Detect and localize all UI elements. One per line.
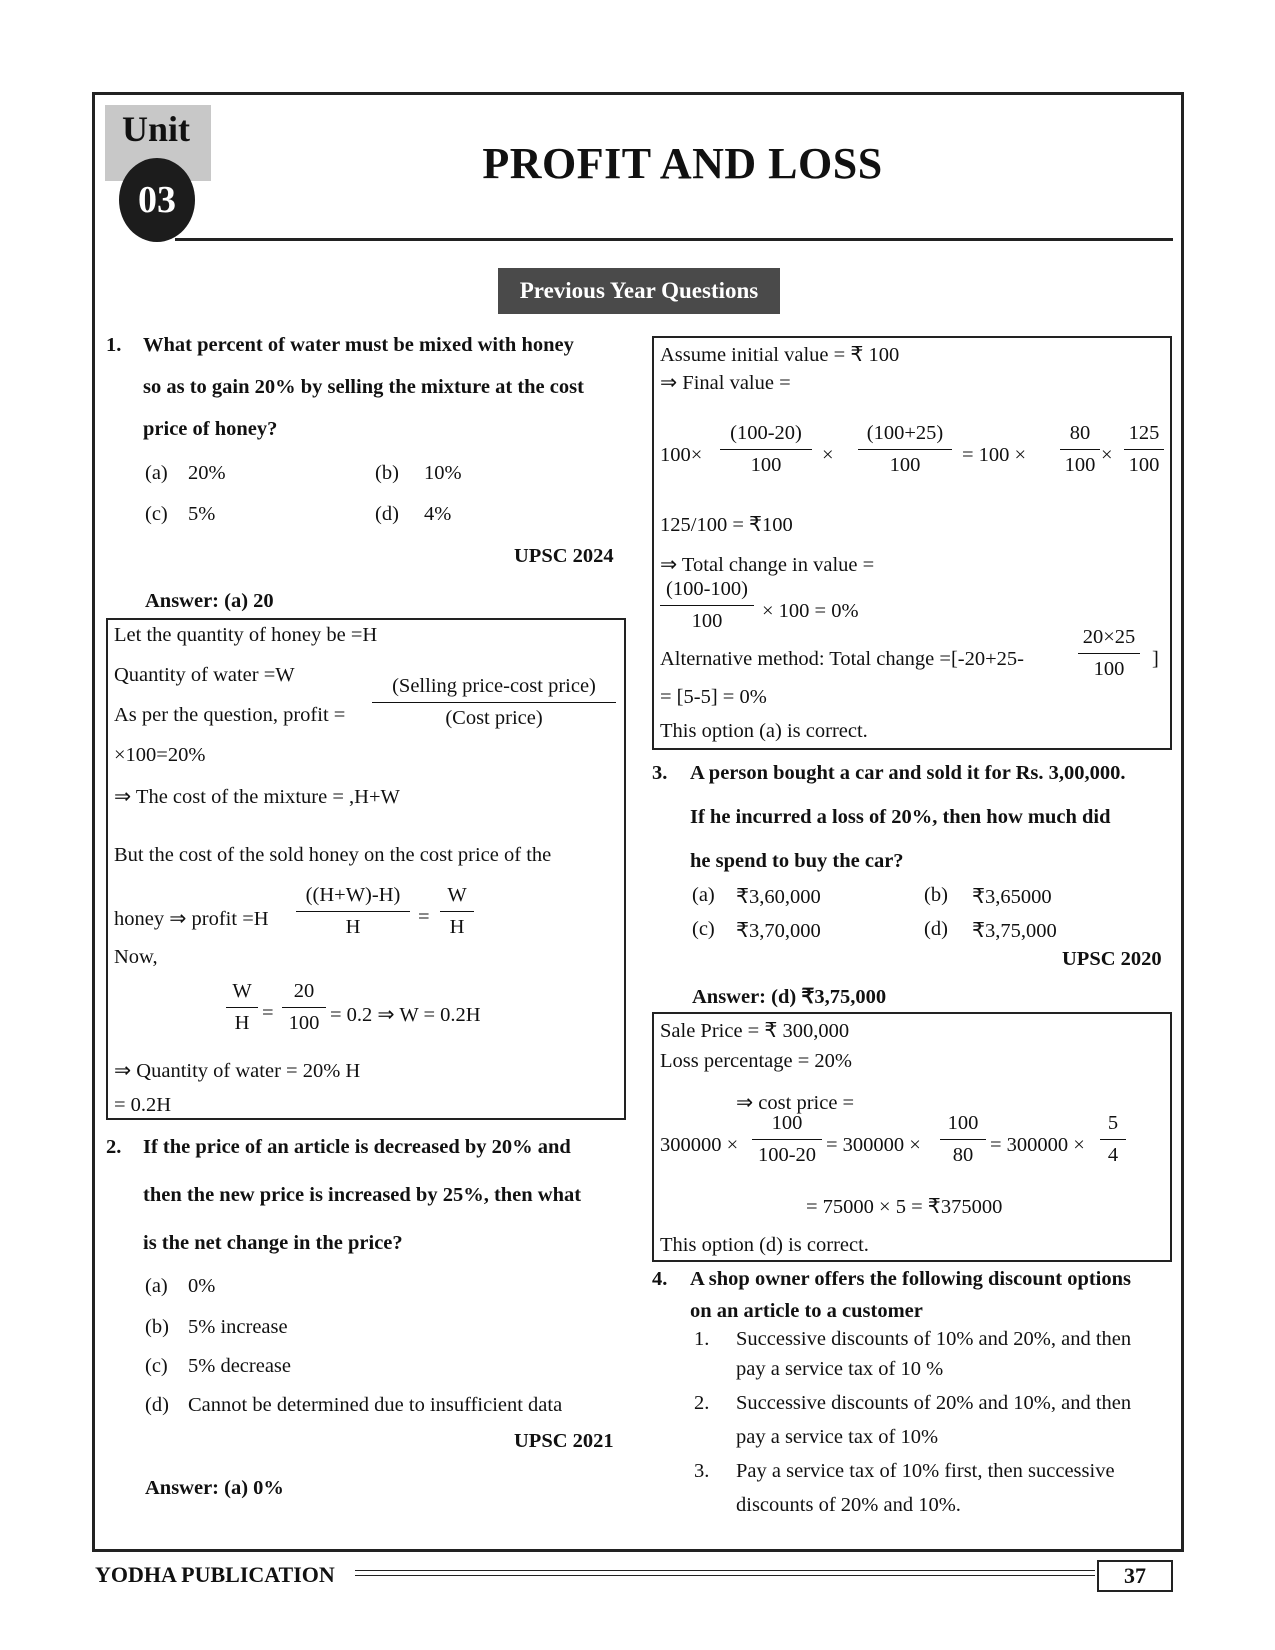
- q3-sol-line-5: This option (d) is correct.: [660, 1234, 869, 1256]
- q1-fraction-20-100-numerator: 20: [282, 980, 326, 1008]
- q1-fraction-20-100-denominator: 100: [288, 1012, 320, 1034]
- q2-fraction-increase: [858, 422, 952, 477]
- q2-option-d: Cannot be determined due to insufficient data: [188, 1394, 563, 1416]
- q3-option-b-key: (b): [924, 884, 948, 906]
- q1-profit-numerator: (Selling price-cost price): [372, 675, 616, 703]
- q2-times-2: ×: [1101, 444, 1113, 466]
- q1-sol-line-1: Let the quantity of honey be =H: [114, 624, 378, 646]
- q1-fraction-w-over-h-denominator: H: [234, 1012, 250, 1034]
- chapter-title: PROFIT AND LOSS: [482, 139, 883, 188]
- q2-option-b: 5% increase: [188, 1316, 288, 1338]
- q2-sol-line-6: Alternative method: Total change =[-20+25-: [660, 648, 1025, 670]
- q2-fraction-total: [660, 578, 754, 633]
- q2-fraction-80: [1060, 422, 1100, 477]
- q1-option-a: 20%: [188, 462, 226, 484]
- q2-line-2: then the new price is increased by 25%, then what: [143, 1184, 582, 1206]
- q1-fraction-hw-denominator: H: [345, 916, 361, 938]
- q2-option-b-key: (b): [145, 1316, 169, 1338]
- q3-source: UPSC 2020: [1062, 948, 1162, 970]
- q2-number: 2.: [106, 1136, 122, 1158]
- q3-option-c-key: (c): [692, 918, 715, 940]
- q3-line-2: If he incurred a loss of 20%, then how much did: [690, 806, 1111, 828]
- q2-fraction-alt-denominator: 100: [1093, 658, 1125, 680]
- title-divider: [175, 238, 1173, 241]
- q1-fraction-w-h: [440, 884, 474, 939]
- q1-option-d: 4%: [424, 503, 452, 525]
- q3-line-3: he spend to buy the car?: [690, 850, 904, 872]
- q3-line-1: A person bought a car and sold it for Rs. 3,00,000.: [690, 762, 1126, 784]
- q2-option-c: 5% decrease: [188, 1355, 292, 1377]
- q1-option-b-key: (b): [375, 462, 399, 484]
- q2-sol-line-2: ⇒ Final value =: [660, 372, 791, 394]
- q1-fraction-hw-numerator: ((H+W)-H): [296, 884, 410, 912]
- q3-option-c: ₹3,70,000: [736, 920, 821, 942]
- q1-sol-line-6: But the cost of the sold honey on the cost price of the: [114, 844, 552, 866]
- q3-sol-line-2: Loss percentage = 20%: [660, 1050, 853, 1072]
- q3-fraction-2-denominator: 80: [952, 1144, 974, 1166]
- q4-line-2: on an article to a customer: [690, 1300, 923, 1322]
- q4-item-3-line-2: discounts of 20% and 10%.: [736, 1494, 961, 1516]
- q3-fraction-3-numerator: 5: [1100, 1112, 1126, 1140]
- q3-fraction-1-denominator: 100-20: [757, 1144, 817, 1166]
- q2-fraction-80-denominator: 100: [1064, 454, 1096, 476]
- section-badge: Previous Year Questions: [498, 268, 780, 314]
- q1-fraction-w-h-numerator: W: [440, 884, 474, 912]
- q1-fraction-w-h-denominator: H: [449, 916, 465, 938]
- q2-sol-line-5: × 100 = 0%: [762, 600, 859, 622]
- q3-term-c: = 300000 ×: [990, 1134, 1085, 1156]
- unit-number-badge: 03: [119, 158, 195, 242]
- q3-option-d: ₹3,75,000: [972, 920, 1057, 942]
- q1-fraction-w-over-h: [226, 980, 258, 1035]
- publisher-name: YODHA PUBLICATION: [95, 1562, 335, 1587]
- q2-line-1: If the price of an article is decreased by 20% and: [143, 1136, 571, 1158]
- q1-option-c: 5%: [188, 503, 216, 525]
- q2-fraction-alt-numerator: 20×25: [1078, 626, 1140, 654]
- q1-option-b: 10%: [424, 462, 462, 484]
- q4-item-2-number: 2.: [694, 1392, 710, 1414]
- q4-number: 4.: [652, 1268, 668, 1290]
- q4-item-2-line-2: pay a service tax of 10%: [736, 1426, 939, 1448]
- q1-option-d-key: (d): [375, 503, 399, 525]
- q3-fraction-1-numerator: 100: [752, 1112, 822, 1140]
- q2-sol-line-3: 125/100 = ₹100: [660, 514, 793, 536]
- q2-term-equals-100: = 100 ×: [962, 444, 1027, 466]
- q3-sol-line-1: Sale Price = ₹ 300,000: [660, 1020, 850, 1042]
- q1-fraction-20-100: [282, 980, 326, 1035]
- q2-option-c-key: (c): [145, 1355, 168, 1377]
- q1-equals-sign-2: =: [262, 1002, 274, 1024]
- q3-answer: Answer: (d) ₹3,75,000: [692, 986, 887, 1008]
- q2-term-100: 100×: [660, 444, 703, 466]
- q2-fraction-decrease: [720, 422, 812, 477]
- q3-fraction-2-numerator: 100: [940, 1112, 986, 1140]
- q3-fraction-1: [752, 1112, 822, 1167]
- q3-option-b: ₹3,65000: [972, 886, 1052, 908]
- q2-fraction-125-denominator: 100: [1128, 454, 1160, 476]
- q2-fraction-125-numerator: 125: [1124, 422, 1164, 450]
- q3-sol-line-3: ⇒ cost price =: [736, 1092, 855, 1114]
- q2-fraction-increase-denominator: 100: [889, 454, 921, 476]
- q1-answer: Answer: (a) 20: [145, 590, 274, 612]
- q4-item-2-line-1: Successive discounts of 20% and 10%, and then: [736, 1392, 1132, 1414]
- q2-source: UPSC 2021: [514, 1430, 614, 1452]
- q2-sol-line-7: = [5-5] = 0%: [660, 686, 767, 708]
- q1-sol-line-2: Quantity of water =W: [114, 664, 295, 686]
- q2-answer: Answer: (a) 0%: [145, 1477, 284, 1499]
- q1-sol-line-9: = 0.2 ⇒ W = 0.2H: [330, 1004, 481, 1026]
- q1-line-3: price of honey?: [143, 418, 278, 440]
- q2-fraction-decrease-numerator: (100-20): [720, 422, 812, 450]
- q3-fraction-3: [1100, 1112, 1126, 1167]
- q2-fraction-alt: [1078, 626, 1140, 681]
- q3-sol-line-4: = 75000 × 5 = ₹375000: [806, 1196, 1003, 1218]
- q4-item-1-line-2: pay a service tax of 10 %: [736, 1358, 944, 1380]
- q2-option-d-key: (d): [145, 1394, 169, 1416]
- q3-fraction-3-denominator: 4: [1107, 1144, 1119, 1166]
- q1-option-a-key: (a): [145, 462, 168, 484]
- q1-equals-sign: =: [418, 906, 430, 928]
- q2-fraction-125: [1124, 422, 1164, 477]
- q1-source: UPSC 2024: [514, 545, 614, 567]
- unit-label: Unit: [122, 109, 191, 149]
- q1-sol-line-5: ⇒ The cost of the mixture = ,H+W: [114, 786, 400, 808]
- q1-line-1: What percent of water must be mixed with honey: [143, 334, 574, 356]
- q2-sol-line-1: Assume initial value = ₹ 100: [660, 344, 900, 366]
- q1-sol-line-8: Now,: [114, 946, 158, 968]
- q2-bracket: ]: [1152, 648, 1159, 670]
- q2-line-3: is the net change in the price?: [143, 1232, 403, 1254]
- q4-item-1-line-1: Successive discounts of 10% and 20%, and then: [736, 1328, 1132, 1350]
- q1-sol-line-4: ×100=20%: [114, 744, 206, 766]
- q2-sol-line-8: This option (a) is correct.: [660, 720, 868, 742]
- footer-rule: [355, 1570, 1095, 1576]
- q3-term-a: 300000 ×: [660, 1134, 739, 1156]
- q1-sol-line-7: honey ⇒ profit =H: [114, 908, 269, 930]
- q2-option-a-key: (a): [145, 1275, 168, 1297]
- q1-number: 1.: [106, 334, 122, 356]
- q4-item-3-number: 3.: [694, 1460, 710, 1482]
- q3-option-d-key: (d): [924, 918, 948, 940]
- q2-option-a: 0%: [188, 1275, 216, 1297]
- q1-line-2: so as to gain 20% by selling the mixture at the cost: [143, 376, 584, 398]
- q2-fraction-total-denominator: 100: [691, 610, 723, 632]
- q1-fraction-hw: [296, 884, 410, 939]
- q2-fraction-total-numerator: (100-100): [660, 578, 754, 606]
- q1-sol-line-3: As per the question, profit =: [114, 704, 346, 726]
- q1-option-c-key: (c): [145, 503, 168, 525]
- q1-profit-fraction: [372, 675, 616, 730]
- q1-profit-denominator: (Cost price): [445, 707, 543, 729]
- q1-fraction-w-over-h-numerator: W: [226, 980, 258, 1008]
- q1-sol-line-10: ⇒ Quantity of water = 20% H: [114, 1060, 361, 1082]
- q4-line-1: A shop owner offers the following discount options: [690, 1268, 1131, 1290]
- page-number: 37: [1097, 1560, 1173, 1592]
- q2-fraction-increase-numerator: (100+25): [858, 422, 952, 450]
- q4-item-1-number: 1.: [694, 1328, 710, 1350]
- q2-fraction-80-numerator: 80: [1060, 422, 1100, 450]
- q2-times-1: ×: [822, 444, 834, 466]
- q1-sol-line-11: = 0.2H: [114, 1094, 172, 1116]
- q2-fraction-decrease-denominator: 100: [750, 454, 782, 476]
- q4-item-3-line-1: Pay a service tax of 10% first, then successive: [736, 1460, 1115, 1482]
- q3-term-b: = 300000 ×: [826, 1134, 921, 1156]
- q3-option-a: ₹3,60,000: [736, 886, 821, 908]
- q3-option-a-key: (a): [692, 884, 715, 906]
- q3-fraction-2: [940, 1112, 986, 1167]
- q2-sol-line-4: ⇒ Total change in value =: [660, 554, 875, 576]
- q3-number: 3.: [652, 762, 668, 784]
